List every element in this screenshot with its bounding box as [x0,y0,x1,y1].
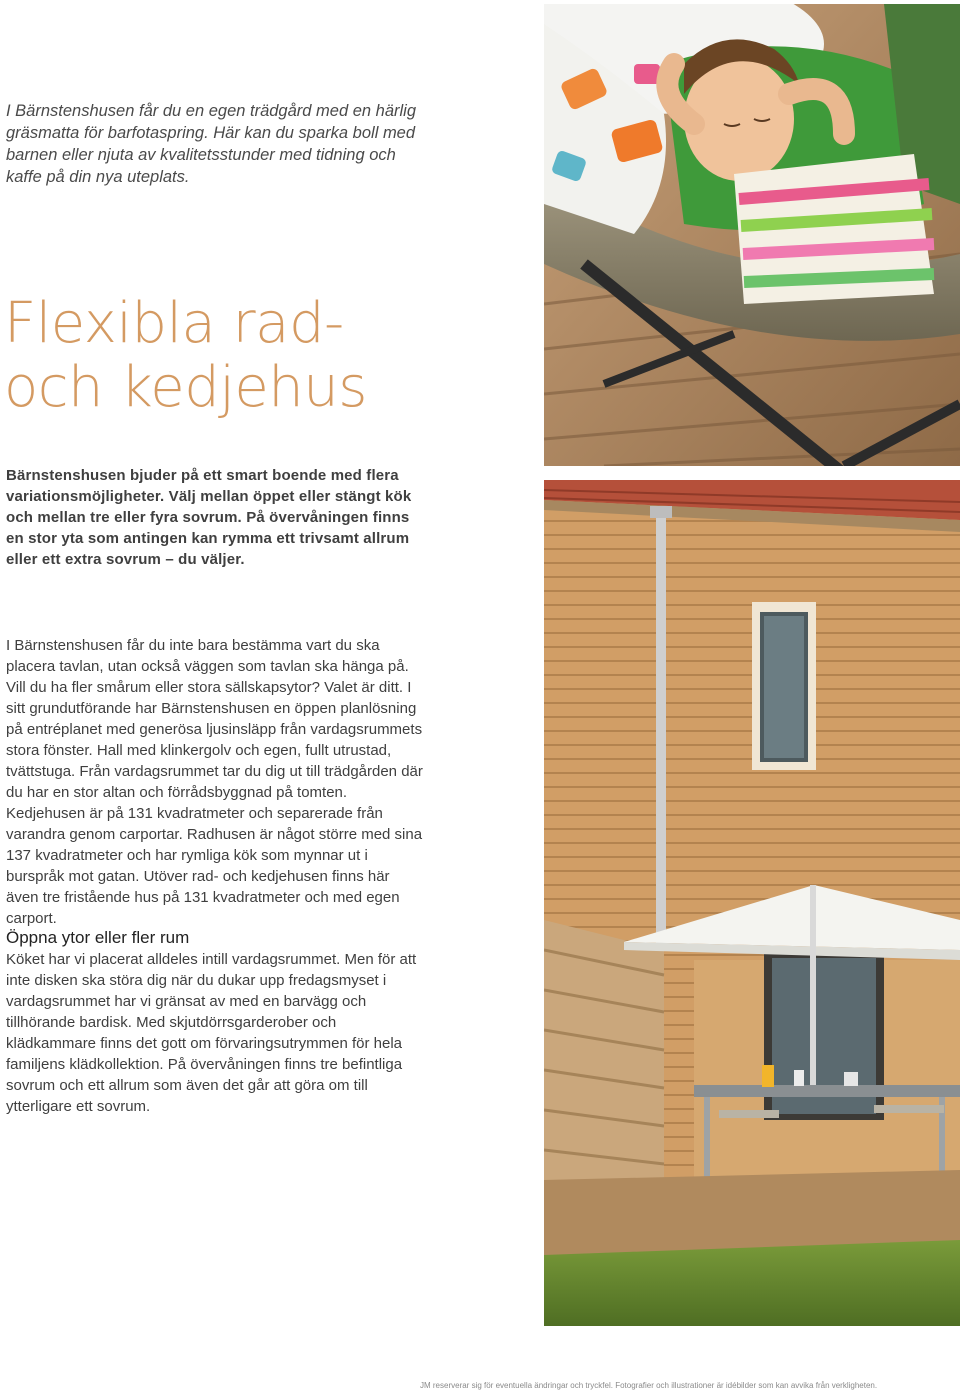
footer-disclaimer: JM reserverar sig för eventuella ändringar och tryckfel. Fotografier och illustrationer är idébilder som kan avvika från verkligheten. [420,1381,878,1390]
page-headline [4,292,524,420]
photo-caption: I Bärnstenshusen får du en egen trädgård med en härlig gräsmatta för barfotaspring. Här kan du sparka boll med barnen eller njuta av kvalitetsstunder med tidning och kaffe på din nya uteplats. [6,102,417,186]
body-paragraph-2: Köket har vi placerat alldeles intill vardagsrummet. Men för att inte disken ska störa dig när du dukar upp fredagsmyset i vardagsrummet har vi gränsat av med en barvägg och tillhörande bardisk. Med skjutdörrsgarderober och klädkammare finns det gott om förvaringsutrymmen för hela familjens klädkollektion. På övervåningen finns tre befintliga sovrum och ett allrum som även det går att göra om till ytterligare ett sovrum. [6,951,417,1115]
lead-paragraph: Bärnstenshusen bjuder på ett smart boende med flera variationsmöjligheter. Välj mellan öppet eller stängt kök och mellan tre eller fyra sovrum. På övervåningen finns en stor yta som antingen kan rymma ett trivsamt allrum eller ett extra sovrum – du väljer. [6,467,412,568]
body-paragraph-1: I Bärnstenshusen får du inte bara bestämma vart du ska placera tavlan, utan också väggen som tavlan ska hänga på. Vill du ha fler smårum eller stora sällskapsytor? Valet är ditt. I sitt grundutförande har Bärnstenshusen en öppen planlösning på entréplanet med generösa ljusinsläpp från vardagsrummets stora fönster. Hall med klinkergolv och egen, fullt utrustad, tvättstuga. Från vardagsrummet tar du dig ut till trädgården där du har en stor altan och förrådsbyggnad på tomten. Kedjehusen är på 131 kvadratmeter och separerade från varandra genom carportar. Radhusen är något större med sina 137 kvadratmeter och har rymliga kök som mynnar ut i burspråk mot gatan. Utöver rad- och kedjehusen finns här även tre fristående hus på 131 kvadratmeter och med egen carport. [6,637,423,927]
headline-line-1: Flexibla rad- [4,291,344,356]
section-subheading: Öppna ytor eller fler rum [6,928,190,947]
photo-house-facade-patio [544,480,960,1326]
photo-girl-in-hammock [544,4,960,466]
headline-line-2: och kedjehus [4,355,367,420]
